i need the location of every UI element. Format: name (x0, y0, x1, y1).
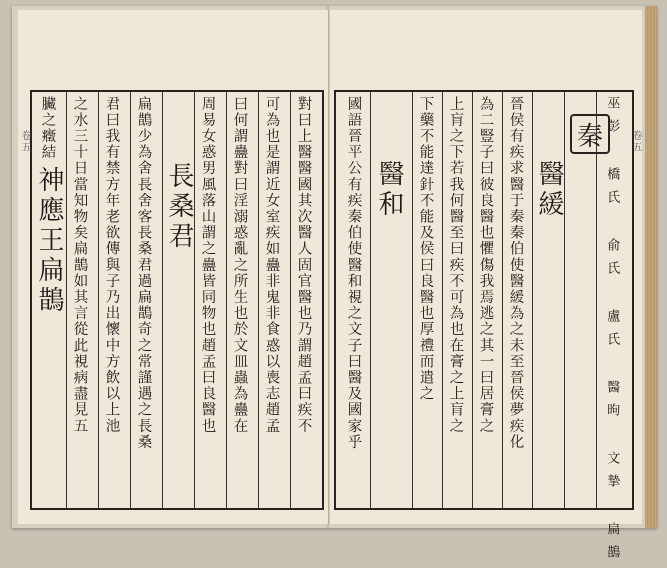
left-col-9: 對曰上醫醫國其次醫人固官醫也乃謂趙孟曰疾不 (295, 96, 312, 435)
column-divider (442, 92, 443, 508)
column-divider (258, 92, 259, 508)
page-edges (645, 6, 657, 528)
left-heading-changsangjun: 長桑君 (164, 162, 194, 252)
left-col-7: 曰何謂蠱對曰淫溺惑亂之所生也於文皿蟲為蠱在 (231, 96, 248, 435)
column-divider (66, 92, 67, 508)
right-col-6: 晉侯有疾求醫于秦秦伯使醫緩為之未至晉侯夢疾化 (507, 96, 524, 451)
column-divider (98, 92, 99, 508)
left-col-2: 之水三十日當知物矣扁鵲如其言從此視病盡見五 (71, 96, 88, 435)
right-heading-yihe: 醫和 (374, 160, 404, 220)
left-col-3: 君曰我有禁方年老欲傳與子乃出懷中方飲以上池 (103, 96, 120, 435)
left-col-6: 周易女惑男風落山謂之蠱皆同物也趙孟曰良醫也 (199, 96, 216, 435)
column-divider (194, 92, 195, 508)
right-col-physician-list: 巫彭 橋氏 俞氏 盧氏 醫昫 文摯 扁鵲 (604, 96, 620, 568)
right-col-1: 國語晉平公有疾秦伯使醫和視之文子曰醫及國家乎 (345, 96, 362, 451)
column-divider (412, 92, 413, 508)
column-divider (564, 92, 565, 508)
left-heading-bianque: 神應王扁鵲 (34, 166, 64, 316)
right-text-frame (334, 90, 634, 568)
column-divider (502, 92, 503, 508)
column-divider (162, 92, 163, 508)
left-col-1: 臟之癥結 (39, 96, 56, 161)
left-col-8: 可為也是謂近女室疾如蠱非鬼非食惑以喪志趙孟 (263, 96, 280, 435)
column-divider (226, 92, 227, 508)
left-col-4: 扁鵲少為舍長舍客長桑君過扁鵲奇之常謹遇之長桑 (135, 96, 152, 451)
column-divider (130, 92, 131, 508)
right-heading-yihuan: 醫緩 (534, 160, 564, 220)
right-col-4: 上肓之下若我何醫至曰疾不可為也在膏之上肓之 (447, 96, 464, 435)
right-page (330, 10, 642, 568)
column-divider (370, 92, 371, 508)
book (12, 6, 657, 568)
qin-seal-mark: 秦 (570, 114, 610, 154)
column-divider (596, 92, 597, 508)
column-divider (532, 92, 533, 508)
column-divider (290, 92, 291, 508)
column-divider (472, 92, 473, 508)
left-text-frame (30, 90, 324, 510)
right-col-5: 為二豎子曰彼良醫也懼傷我焉逃之其一曰居膏之 (477, 96, 494, 435)
right-margin-label: 卷五 (630, 130, 641, 154)
left-margin-label: 卷五 (19, 130, 30, 154)
right-col-3: 下藥不能達針不能及侯曰良醫也厚禮而遣之 (417, 96, 434, 402)
left-page (18, 10, 329, 524)
